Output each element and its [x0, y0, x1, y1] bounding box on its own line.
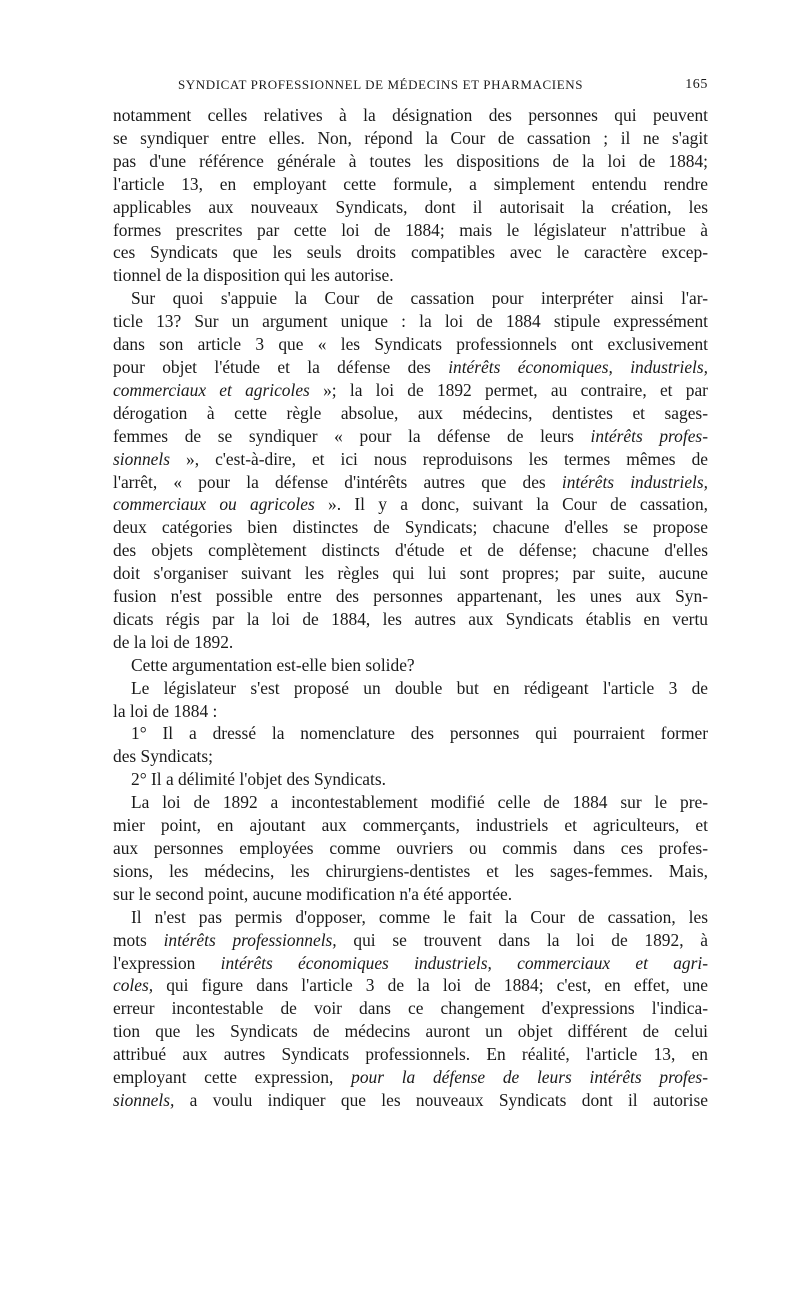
text-run: ». Il y a donc, suivant la Cour de cassation, [314, 494, 708, 515]
text-line: 2° Il a délimité l'objet des Syndicats. [131, 769, 386, 790]
paragraph-3 [113, 654, 708, 677]
text-run: employant cette expression, [113, 1067, 352, 1088]
text-line: Il n'est pas permis d'opposer, comme le fait la Cour de cassation, les [131, 906, 708, 927]
text-line [113, 929, 708, 952]
text-line: de la loi de 1892. [113, 631, 234, 652]
text-line: pas d'une référence générale à toutes les dispositions de la loi de 1884; [113, 150, 708, 171]
paragraph-4 [113, 677, 708, 723]
italic-run: intérêts professionnels, [163, 929, 337, 950]
text-line: l'article 13, en employant cette formule, a simplement entendu rendre [113, 173, 708, 194]
paragraph-7 [113, 791, 708, 906]
page-header [113, 74, 708, 98]
text-line: erreur incontestable de voir dans ce changement d'expressions l'indica- [113, 998, 708, 1019]
italic-run: coles, [113, 975, 154, 996]
text-line: se syndiquer entre elles. Non, répond la Cour de cassation ; il ne s'agit [113, 127, 708, 148]
text-line [113, 471, 708, 494]
text-line: dans son article 3 que « les Syndicats professionnels ont exclusivement [113, 334, 708, 355]
text-line: applicables aux nouveaux Syndicats, dont il autorisait la création, les [113, 196, 708, 217]
running-title: SYNDICAT PROFESSIONNEL DE MÉDECINS ET PHARMACIENS [177, 77, 584, 92]
text-line: des objets complètement distincts d'étude et de défense; chacune d'elles [113, 540, 708, 561]
text-run: mots [113, 929, 164, 950]
body-text [113, 104, 708, 1112]
page-number: 165 [685, 77, 708, 92]
text-line: aux personnes employées comme ouvriers ou commis dans ces profes- [113, 838, 708, 858]
text-line: tion que les Syndicats de médecins auront un objet différent de celui [113, 1021, 708, 1042]
text-line: dérogation à cette règle absolue, aux médecins, dentistes et sages- [113, 402, 708, 423]
text-run: qui figure dans l'article 3 de la loi de 1884; c'est, en effet, une [153, 975, 708, 996]
text-line [113, 952, 708, 975]
text-run: », c'est-à-dire, et ici nous reproduisons les termes mêmes de [170, 448, 708, 469]
text-line: sur le second point, aucune modification n'a été apportée. [113, 883, 513, 904]
paragraph-2 [113, 287, 708, 654]
text-run: pour objet l'étude et la défense des [113, 356, 449, 377]
text-line [113, 1066, 708, 1089]
text-line [113, 448, 708, 471]
text-run: qui se trouvent dans la loi de 1892, à [336, 929, 708, 950]
text-line: tionnel de la disposition qui les autorise. [113, 265, 394, 286]
italic-run: commerciaux et agricoles [113, 379, 310, 400]
italic-run: intérêts économiques, industriels, [448, 356, 708, 377]
italic-run: sionnels [113, 448, 171, 469]
text-line: La loi de 1892 a incontestablement modifié celle de 1884 sur le pre- [131, 792, 708, 813]
text-line [113, 974, 708, 997]
text-line: ticle 13? Sur un argument unique : la loi de 1884 stipule expressément [113, 311, 708, 332]
italic-run: intérêts industriels, [561, 471, 709, 492]
text-line: notamment celles relatives à la désignation des personnes qui peuvent [113, 105, 708, 125]
text-line: doit s'organiser suivant les règles qui lui sont propres; par suite, aucune [113, 563, 708, 584]
text-line: la loi de 1884 : [113, 700, 218, 721]
text-run: l'arrêt, « pour la défense d'intérêts autres que des [113, 471, 562, 492]
text-line: dicats régis par la loi de 1884, les autres aux Syndicats établis en vertu [113, 608, 708, 629]
text-line: mier point, en ajoutant aux commerçants, industriels et agriculteurs, et [113, 815, 708, 836]
text-line [113, 356, 708, 379]
text-line: Sur quoi s'appuie la Cour de cassation pour interpréter ainsi l'ar- [131, 288, 708, 309]
italic-run: commerciaux ou agricoles [113, 494, 315, 515]
text-run: a voulu indiquer que les nouveaux Syndicats dont il autorise [174, 1089, 708, 1110]
text-line: 1° Il a dressé la nomenclature des personnes qui pourraient former [131, 723, 708, 744]
paragraph-6 [113, 768, 708, 791]
text-line: Le législateur s'est proposé un double but en rédigeant l'article 3 de [131, 677, 708, 698]
text-line: deux catégories bien distinctes de Syndicats; chacune d'elles se propose [113, 517, 708, 538]
text-line [113, 425, 708, 448]
text-line: formes prescrites par cette loi de 1884; mais le législateur n'attribue à [113, 219, 708, 240]
italic-run: intérêts profes- [590, 425, 708, 446]
italic-run: intérêts économiques industriels, commerciaux et agri- [220, 952, 708, 973]
text-line: attribué aux autres Syndicats professionnels. En réalité, l'article 13, en [113, 1044, 708, 1065]
italic-run: sionnels, [113, 1089, 175, 1110]
text-line: des Syndicats; [113, 746, 213, 767]
text-run: l'expression [113, 952, 221, 973]
text-line: ces Syndicats que les seuls droits compatibles avec le caractère excep- [113, 242, 708, 263]
paragraph-8 [113, 906, 708, 1112]
text-line: fusion n'est possible entre des personnes appartenant, les unes aux Syn- [113, 586, 708, 607]
text-line: Cette argumentation est-elle bien solide? [131, 654, 415, 675]
text-run: »; la loi de 1892 permet, au contraire, et par [309, 379, 708, 400]
italic-run: pour la défense de leurs intérêts profes- [351, 1067, 708, 1088]
paragraph-1 [113, 104, 708, 287]
text-line: sions, les médecins, les chirurgiens-dentistes et les sages-femmes. Mais, [113, 860, 708, 881]
text-line [113, 493, 708, 516]
paragraph-5 [113, 722, 708, 768]
text-run: femmes de se syndiquer « pour la défense de leurs [113, 425, 591, 446]
text-line [113, 379, 708, 402]
text-line [113, 1089, 708, 1112]
